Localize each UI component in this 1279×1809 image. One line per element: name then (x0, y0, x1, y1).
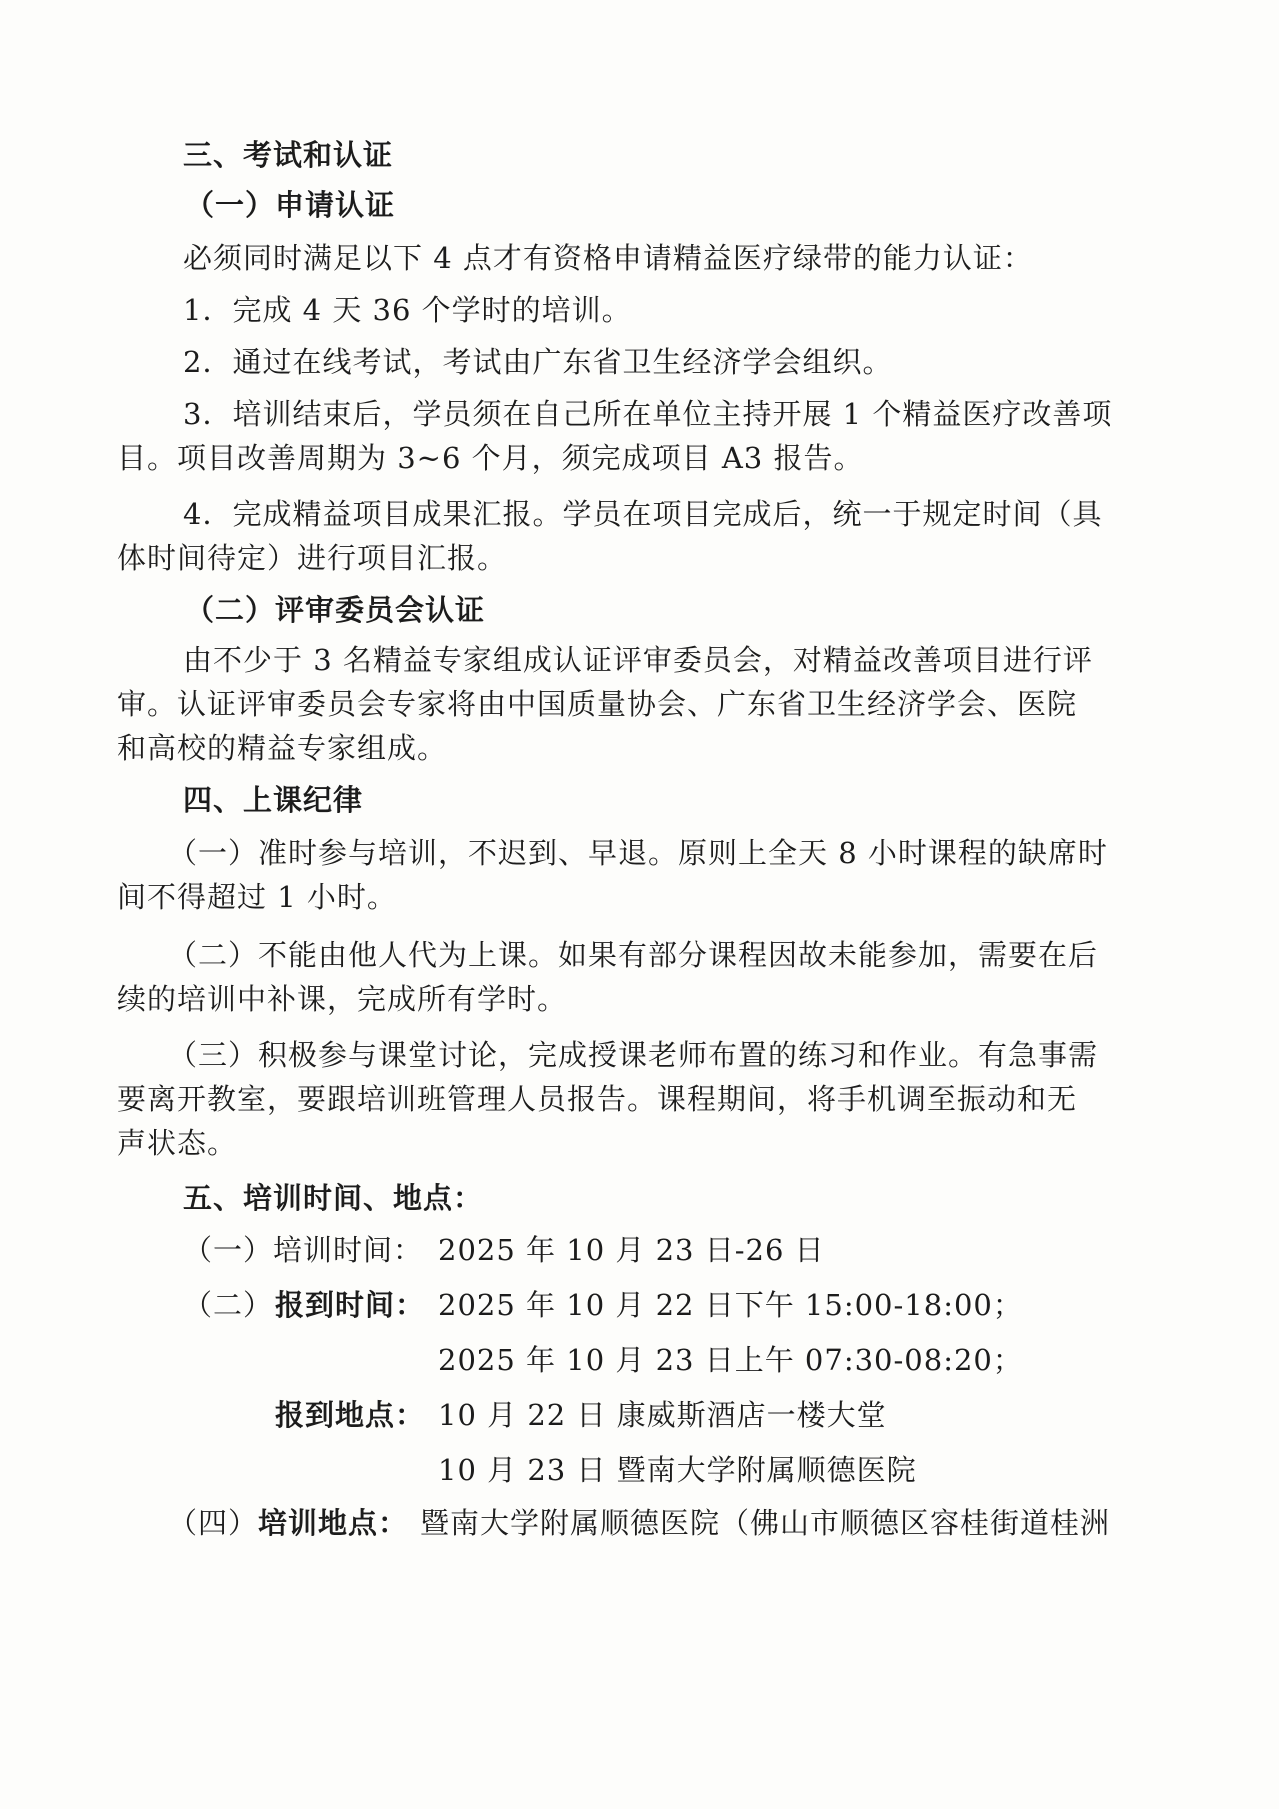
requirement-4-line1: 4．完成精益项目成果汇报。学员在项目完成后，统一于规定时间（具 (183, 497, 1103, 531)
venue-value: 暨南大学附属顺德医院（佛山市顺德区容桂街道桂洲 (420, 1506, 1111, 1540)
training-time-label: （一）培训时间： (183, 1233, 424, 1267)
rule-1-line2: 间不得超过 1 小时。 (117, 880, 397, 914)
rule-3-line1: （三）积极参与课堂讨论，完成授课老师布置的练习和作业。有急事需 (168, 1038, 1099, 1072)
requirement-3-line1: 3．培训结束后，学员须在自己所在单位主持开展 1 个精益医疗改善项 (183, 397, 1113, 431)
checkin-place-value-1: 10 月 22 日 康威斯酒店一楼大堂 (438, 1398, 887, 1432)
checkin-time-prefix: （二） (183, 1288, 274, 1322)
section4-heading: 四、上课纪律 (183, 783, 364, 817)
section3-sub2-heading: （二）评审委员会认证 (185, 593, 486, 627)
checkin-place-label: 报到地点： (275, 1398, 426, 1432)
rule-1-line1: （一）准时参与培训，不迟到、早退。原则上全天 8 小时课程的缺席时 (168, 836, 1108, 870)
checkin-time-label: 报到时间： (275, 1288, 426, 1322)
training-time-value: 2025 年 10 月 23 日-26 日 (438, 1233, 825, 1267)
requirement-3-line2: 目。项目改善周期为 3~6 个月，须完成项目 A3 报告。 (117, 441, 864, 475)
requirement-1: 1．完成 4 天 36 个学时的培训。 (183, 293, 632, 327)
rule-3-line2: 要离开教室，要跟培训班管理人员报告。课程期间，将手机调至振动和无 (117, 1082, 1078, 1116)
rule-2-line1: （二）不能由他人代为上课。如果有部分课程因故未能参加，需要在后 (168, 938, 1099, 972)
committee-line2: 审。认证评审委员会专家将由中国质量协会、广东省卫生经济学会、医院 (117, 687, 1078, 721)
requirement-2: 2．通过在线考试，考试由广东省卫生经济学会组织。 (183, 345, 893, 379)
section3-heading: 三、考试和认证 (183, 138, 394, 172)
checkin-place-value-2: 10 月 23 日 暨南大学附属顺德医院 (438, 1453, 917, 1487)
venue-label: 培训地点： (258, 1506, 409, 1540)
committee-line3: 和高校的精益专家组成。 (117, 731, 448, 765)
rule-2-line2: 续的培训中补课，完成所有学时。 (117, 982, 568, 1016)
certification-intro: 必须同时满足以下 4 点才有资格申请精益医疗绿带的能力认证： (183, 241, 1033, 275)
checkin-time-value-2: 2025 年 10 月 23 日上午 07:30-08:20； (438, 1343, 1023, 1377)
venue-prefix: （四） (168, 1506, 259, 1540)
requirement-4-line2: 体时间待定）进行项目汇报。 (117, 541, 508, 575)
section5-heading: 五、培训时间、地点： (183, 1181, 484, 1215)
committee-line1: 由不少于 3 名精益专家组成认证评审委员会，对精益改善项目进行评 (183, 643, 1093, 677)
section3-sub1-heading: （一）申请认证 (185, 188, 396, 222)
checkin-time-value-1: 2025 年 10 月 22 日下午 15:00-18:00； (438, 1288, 1023, 1322)
rule-3-line3: 声状态。 (117, 1126, 238, 1160)
